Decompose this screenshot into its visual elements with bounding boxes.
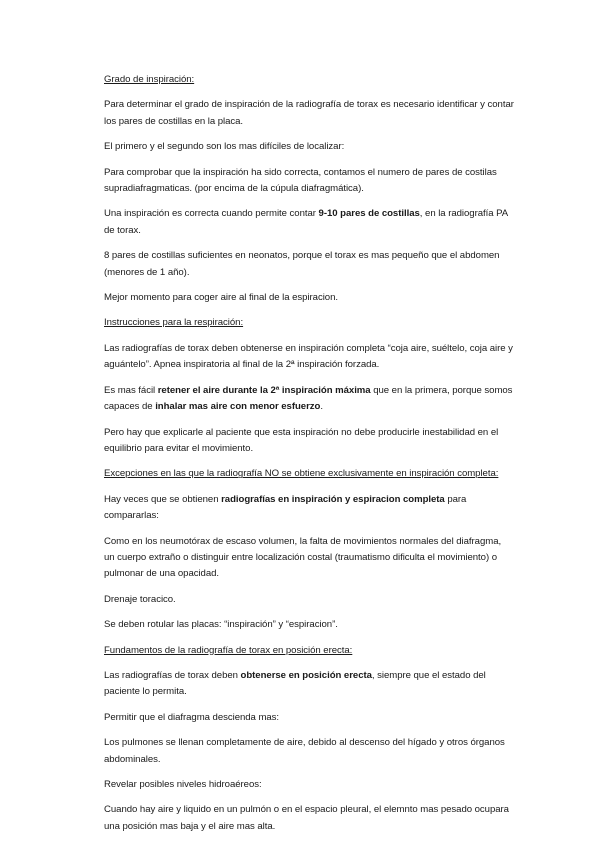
paragraph: Para determinar el grado de inspiración de la radiografía de torax es necesario identificar y contar los pares de costillas en la placa. (104, 99, 514, 127)
paragraph: Los pulmones se llenan completamente de aire, debido al descenso del hígado y otros órganos abdominales. (104, 737, 505, 765)
paragraph: Drenaje toracico. (104, 593, 176, 605)
bold-text: 9-10 pares de costillas (318, 208, 420, 220)
heading-fundamentos-posicion-erecta: Fundamentos de la radiografía de torax en posición erecta: (104, 644, 353, 656)
paragraph: Pero hay que explicarle al paciente que esta inspiración no debe producirle inestabilidad en el equilibrio para evitar el movimiento. (104, 426, 499, 454)
section-heading (104, 72, 514, 88)
bold-text: retener el aire durante la 2ª inspiración máxima (157, 384, 371, 396)
paragraph: Cuando hay aire y liquido en un pulmón o en el espacio pleural, el elemnto mas pesado ocupara una posición mas baja y el aire mas alta. (104, 804, 509, 832)
paragraph: Se deben rotular las placas: “inspiración” y “espiracion”. (104, 619, 338, 631)
paragraph: Mejor momento para coger aire al final de la espiracion. (104, 292, 338, 304)
bold-text: radiografías en inspiración y espiracion completa (221, 493, 445, 505)
paragraph: Las radiografías de torax deben obtenerse en inspiración completa “coja aire, suéltelo, coja aire y aguántelo”. Apnea inspiratoria al final de la 2ª inspiración forzada. (104, 342, 513, 371)
heading-grado-inspiracion: Grado de inspiración: (104, 74, 195, 85)
text-run: Una inspiración es correcta cuando permite contar (104, 208, 319, 220)
bold-text: inhalar mas aire con menor esfuerzo (155, 401, 321, 413)
bold-text: obtenerse en posición erecta (240, 669, 372, 681)
heading-excepciones: Excepciones en las que la radiografía NO se obtiene exclusivamente en inspiración completa: (104, 468, 499, 480)
text-run: Es mas fácil (104, 384, 158, 396)
text-run: , en la radiografía PA de torax. (104, 208, 508, 236)
paragraph (104, 383, 514, 416)
heading-instrucciones-respiracion: Instrucciones para la respiración: (104, 317, 244, 329)
text-run: Hay veces que se obtienen (104, 493, 222, 505)
paragraph (104, 492, 514, 525)
document-body (104, 72, 514, 844)
text-run: que en la primera, porque somos capaces de (104, 384, 513, 413)
text-run: . (320, 401, 323, 413)
paragraph: Como en los neumotórax de escaso volumen, la falta de movimientos normales del diafragma, un cuerpo extraño o distinguir entre localización costal (traumatismo dificulta el movimiento) o pulmonar de una opacidad. (104, 535, 502, 580)
text-run: , siempre que el estado del paciente lo permita. (104, 669, 486, 698)
section-heading (104, 466, 514, 482)
paragraph: 8 pares de costillas suficientes en neonatos, porque el torax es mas pequeño que el abdomen (menores de 1 año). (104, 250, 500, 278)
section-heading (104, 315, 514, 331)
paragraph: Permitir que el diafragma descienda mas: (104, 711, 280, 723)
paragraph: Revelar posibles niveles hidroaéreos: (104, 779, 262, 790)
text-run: para compararlas: (104, 493, 467, 522)
section-heading (104, 643, 514, 659)
paragraph (104, 206, 514, 239)
paragraph (104, 668, 514, 701)
paragraph: Para comprobar que la inspiración ha sido correcta, contamos el numero de pares de costilas supradiafragmaticas. (por encima de la cúpula diafragmática). (104, 166, 497, 195)
paragraph: El primero y el segundo son los mas difíciles de localizar: (104, 141, 345, 153)
text-run: Las radiografías de torax deben (104, 669, 241, 681)
